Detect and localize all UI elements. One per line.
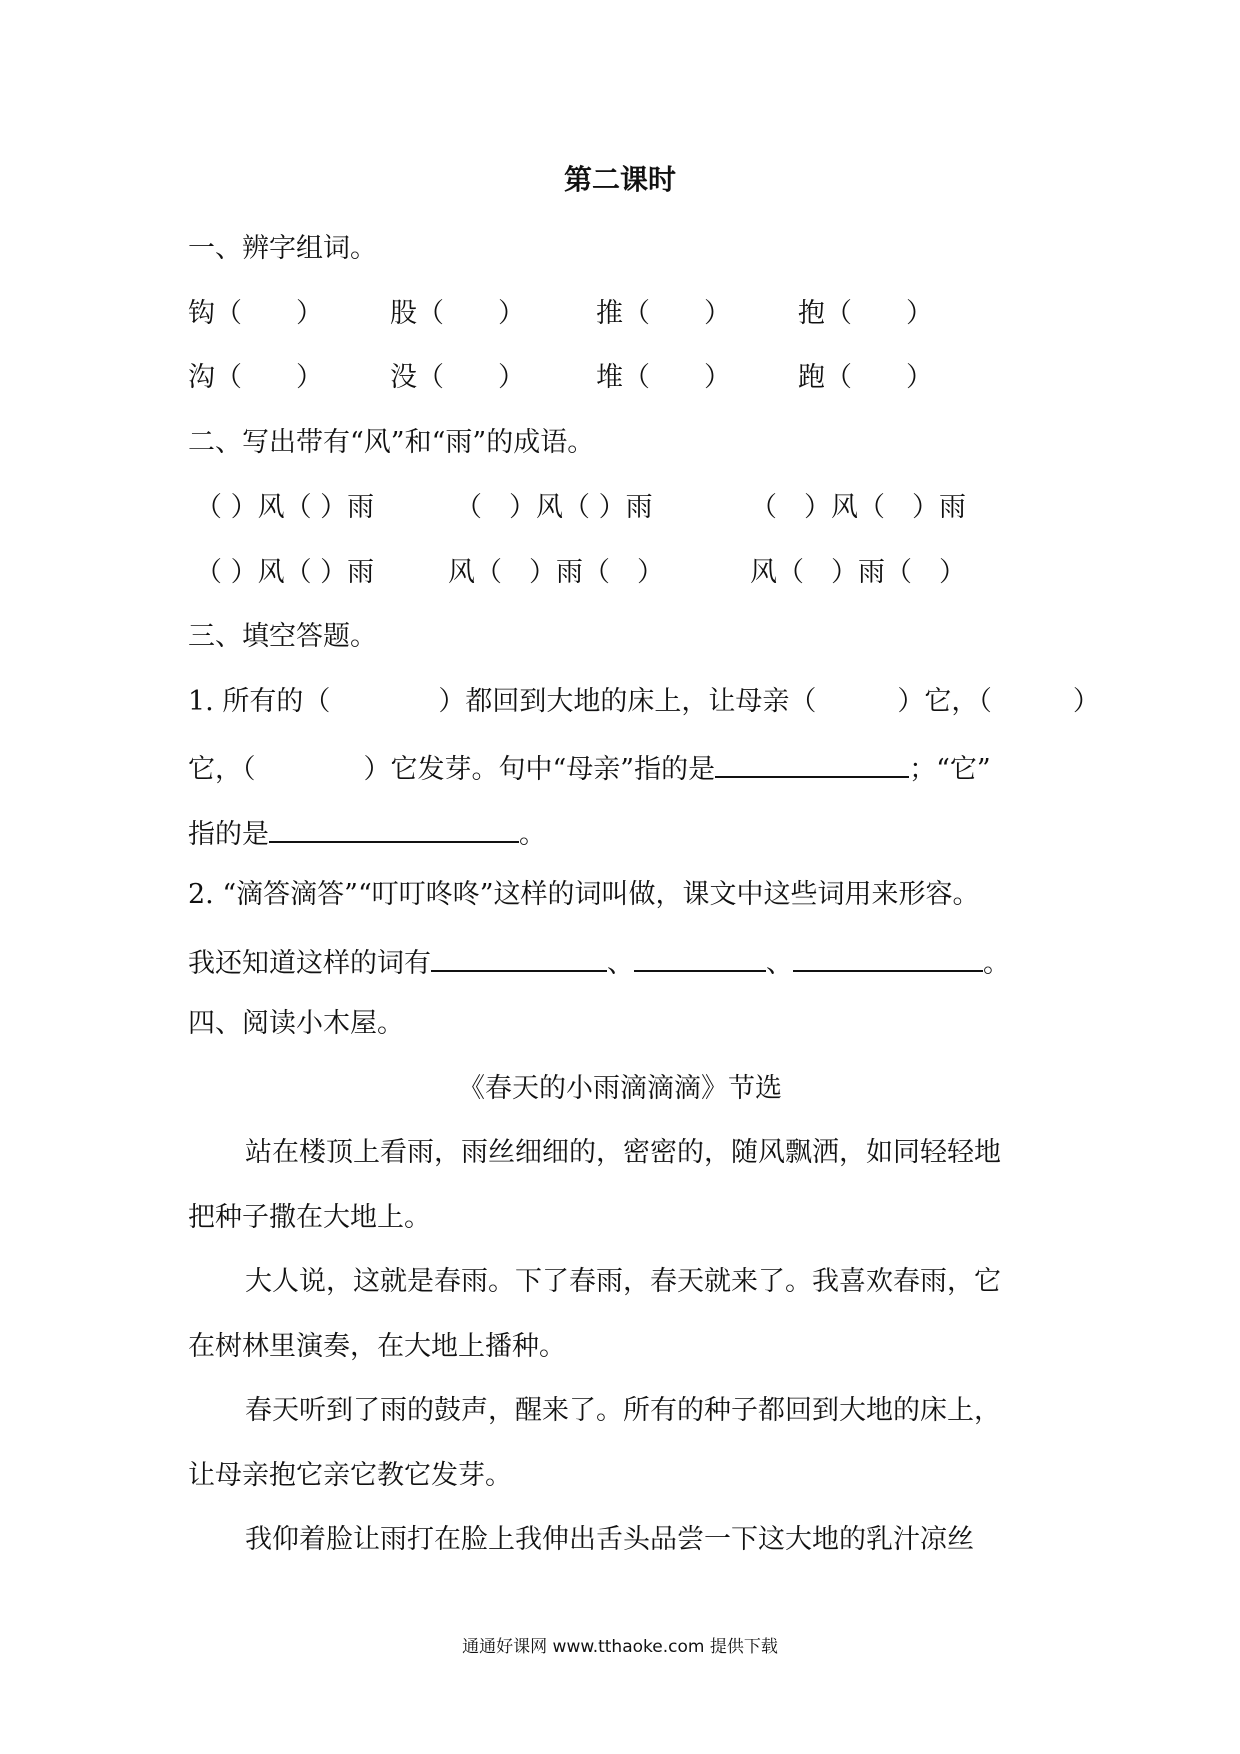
word-box: 堆（ ） (596, 362, 731, 393)
answer-line (269, 811, 519, 843)
question-text: 它，（ ）它发芽。句中“母亲”指的是 (188, 754, 716, 785)
separator: 、 (607, 948, 634, 979)
idiom-blank: （ ）风（ ）雨 (195, 492, 375, 523)
question-1-line (188, 811, 546, 855)
passage-title: 《春天的小雨滴滴滴》节选 (458, 1073, 782, 1104)
word-box: 钩（ ） (188, 298, 323, 329)
word-box: 股（ ） (390, 298, 525, 329)
question-2-line: 2. “滴答滴答”“叮叮咚咚”这样的词叫做，课文中这些词用来形容。 (188, 879, 980, 910)
idiom-blank: （ ）风（ ）雨 (455, 492, 653, 523)
passage-line: 在树林里演奏，在大地上播种。 (188, 1331, 566, 1362)
question-text: 我还知道这样的词有 (188, 948, 431, 979)
footer-credit: 通通好课网 www.tthaoke.com 提供下载 (462, 1637, 778, 1657)
word-box: 没（ ） (390, 362, 525, 393)
section2-heading: 二、写出带有“风”和“雨”的成语。 (188, 427, 595, 458)
passage-line: 大人说，这就是春雨。下了春雨，春天就来了。我喜欢春雨，它 (245, 1266, 1001, 1297)
idiom-blank: （ ）风（ ）雨 (750, 492, 966, 523)
answer-line (634, 940, 766, 972)
idiom-blank: 风（ ）雨（ ） (448, 557, 664, 588)
page-title: 第二课时 (563, 163, 676, 196)
separator: 、 (766, 948, 793, 979)
answer-line (793, 940, 983, 972)
section3-heading: 三、填空答题。 (188, 621, 377, 652)
answer-line (431, 940, 607, 972)
word-box: 沟（ ） (188, 362, 323, 393)
passage-line: 春天听到了雨的鼓声，醒来了。所有的种子都回到大地的床上， (245, 1395, 1001, 1426)
word-box: 推（ ） (596, 298, 731, 329)
passage-line: 让母亲抱它亲它教它发芽。 (188, 1460, 512, 1491)
question-1-line: 1. 所有的（ ）都回到大地的床上，让母亲（ ）它，（ ） (188, 686, 1100, 717)
question-2-line (188, 940, 1010, 984)
passage-line: 把种子撒在大地上。 (188, 1202, 431, 1233)
question-text: 。 (519, 819, 546, 850)
passage-line: 我仰着脸让雨打在脸上我伸出舌头品尝一下这大地的乳汁凉丝 (245, 1524, 974, 1555)
section1-heading: 一、辨字组词。 (188, 233, 377, 264)
question-text: 指的是 (188, 819, 269, 850)
answer-line (715, 746, 909, 778)
word-box: 跑（ ） (798, 362, 933, 393)
passage-line: 站在楼顶上看雨，雨丝细细的，密密的，随风飘洒，如同轻轻地 (245, 1137, 1001, 1168)
idiom-blank: （ ）风（ ）雨 (195, 557, 375, 588)
question-text: 。 (983, 948, 1010, 979)
question-text: ；“它” (909, 754, 991, 785)
question-1-line (188, 746, 991, 790)
idiom-blank: 风（ ）雨（ ） (750, 557, 966, 588)
section4-heading: 四、阅读小木屋。 (188, 1008, 404, 1039)
word-box: 抱（ ） (798, 298, 933, 329)
